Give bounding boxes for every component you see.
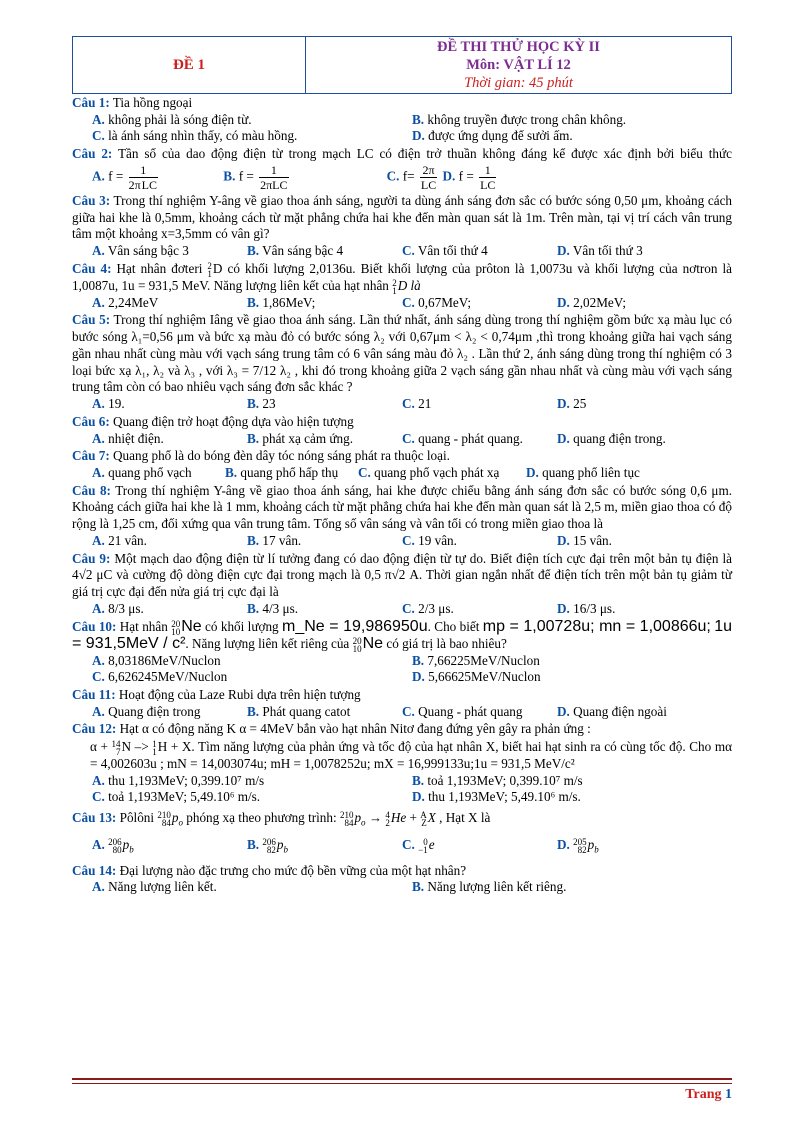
option-text: 5,66625MeV/Nuclon <box>428 669 541 685</box>
option-text: quang - phát quang. <box>418 430 523 446</box>
option-a[interactable]: A. nhiệt điện. <box>92 430 164 446</box>
option-c[interactable]: C. 2/3 μs. <box>402 601 454 617</box>
option-b[interactable]: B. f = $\frac{1}{\text{2πLC}}$ <box>223 162 288 192</box>
option-text: không phải là sóng điện từ. <box>108 111 252 127</box>
option-b[interactable]: B. 23 <box>247 396 276 412</box>
option-a[interactable]: A. 21 vân. <box>92 533 147 549</box>
question-text: D là <box>397 277 421 293</box>
question-text: D có khối lượng 2,0136u. Biết khối lượng của prôton là 1,0073u và khối lượng của nơtron là 1,0087u, 1u = 931,5 MeV. Năng lượng liên kết của hạt nhân <box>72 260 732 293</box>
option-text: quang phổ liên tục <box>542 465 640 481</box>
question-8 <box>72 483 732 533</box>
question-label: Câu 6: <box>72 413 110 429</box>
question-text: Tần số của dao động điện từ trong mạch LC có điện trở thuần không đáng kể được xác định bởi biểu thức <box>117 145 733 161</box>
question-text: Hạt nhân <box>119 618 168 634</box>
option-text: Vân sáng bậc 4 <box>262 243 344 259</box>
options-5 <box>72 396 732 413</box>
option-text: Vân tối thứ 3 <box>572 243 643 259</box>
option-a[interactable]: A. thu 1,193MeV; 0,399.10⁷ m/s <box>92 772 265 788</box>
exam-title: ĐỀ THI THỬ HỌC KỲ II <box>437 39 600 55</box>
question-3 <box>72 193 732 243</box>
options-6 <box>72 431 732 448</box>
question-text: Quang điện trở hoạt động dựa vào hiện tượng <box>113 413 354 429</box>
option-c[interactable]: C. là ánh sáng nhìn thấy, có màu hồng. <box>92 128 298 144</box>
option-text: 8/3 μs. <box>108 601 144 617</box>
option-c[interactable]: C. quang phổ vạch phát xạ <box>358 465 500 481</box>
option-text: Quang - phát quang <box>418 703 523 719</box>
given-formula: mp = 1,00728u; mn = 1,00866u; <box>482 617 711 635</box>
question-9 <box>72 551 732 601</box>
option-text: nhiệt điện. <box>108 430 164 446</box>
question-text: , Hạt X là <box>439 809 491 825</box>
question-label: Câu 9: <box>72 550 111 566</box>
option-b[interactable]: B. không truyền được trong chân không. <box>412 111 627 127</box>
option-text: 21 <box>418 396 432 412</box>
options-3 <box>72 243 732 260</box>
option-b[interactable]: B. Vân sáng bậc 4 <box>247 243 344 259</box>
options-8 <box>72 533 732 550</box>
option-text: 15 vân. <box>573 533 612 549</box>
option-text: Quang điện trong <box>108 703 201 719</box>
question-label: Câu 5: <box>72 312 111 328</box>
options-13 <box>72 837 732 858</box>
question-text: có khối lượng <box>205 618 279 634</box>
exam-info <box>306 37 732 94</box>
options-2 <box>92 163 498 192</box>
option-c[interactable]: C. toả 1,193MeV; 5,49.10⁶ m/s. <box>92 789 261 805</box>
option-text: quang phổ vạch phát xạ <box>374 465 500 481</box>
question-label: Câu 7: <box>72 448 110 464</box>
option-d[interactable]: D. được ứng dụng để sưởi ấm. <box>412 128 573 144</box>
option-text: Vân tối thứ 4 <box>417 243 488 259</box>
question-text: Trong thí nghiệm Y-âng về giao thoa ánh sáng, người ta dùng ánh sáng đơn sắc có bước sóng 0,50 μm, khoảng cách giữa hai khe là 0,5mm, khoảng cách từ mặt phẳng chứa hai khe đến màn quan sát là 1m. Trên màn, tại vị trí cách vân trung tâm một khoảng x=3,5mm có vân gì? <box>72 192 733 242</box>
options-4 <box>72 295 732 312</box>
question-text: Pôlôni <box>119 809 155 825</box>
option-c[interactable]: C. Vân tối thứ 4 <box>402 243 488 259</box>
option-b[interactable]: B. 1,86MeV; <box>247 294 316 310</box>
option-text: 8,03186MeV/Nuclon <box>108 652 221 668</box>
option-d[interactable]: D. 15 vân. <box>557 533 612 549</box>
option-c[interactable]: C. 21 <box>402 396 432 412</box>
option-text: 19. <box>108 396 125 412</box>
option-text: 6,626245MeV/Nuclon <box>108 669 228 685</box>
question-label: Câu 2: <box>72 145 113 161</box>
option-c[interactable]: C. 6,626245MeV/Nuclon <box>92 669 228 685</box>
options-12 <box>72 773 732 806</box>
option-text: toả 1,193MeV; 0,399.10⁷ m/s <box>427 772 583 788</box>
given-formula: 1u = 931,5MeV / c² <box>72 617 733 652</box>
page-number: 1 <box>725 1087 732 1102</box>
option-d[interactable]: D. quang phổ liên tục <box>526 465 640 481</box>
exam-page <box>72 36 732 896</box>
question-text: . Năng lượng liên kết riêng của <box>185 635 350 651</box>
option-b[interactable]: B. 7,66225MeV/Nuclon <box>412 652 540 668</box>
question-text: có giá trị là bao nhiêu? <box>386 635 507 651</box>
question-4: Câu 4: Hạt nhân đơteri 2 1D có khối lượng 2,0136u. Biết khối lượng của prôton là 1,0073u và khối lượng của nơtron là 1,0087u, 1u = 931,5 MeV. Năng lượng liên kết của hạt nhân 2 1D là <box>72 260 732 296</box>
exam-subject: Môn: VẬT LÍ 12 <box>466 57 571 73</box>
option-c[interactable]: C. 19 vân. <box>402 533 457 549</box>
question-13: Câu 13: Pôlôni 210 $84p_o$ phóng xạ theo phương trình: 210 $84p_o \to 4$ 2He + A ZX , Hạt X là <box>72 809 491 828</box>
option-d[interactable]: D. 2,02MeV; <box>557 294 626 310</box>
option-c[interactable]: C. 0 −1e <box>402 837 435 856</box>
exam-header <box>72 36 732 94</box>
question-2 <box>72 146 732 192</box>
question-label: Câu 14: <box>72 862 117 878</box>
option-text: Năng lượng liên kết riêng. <box>427 879 567 895</box>
option-text: được ứng dụng để sưởi ấm. <box>428 128 573 144</box>
question-label: Câu 12: <box>72 721 117 737</box>
question-text: Tìm năng lượng của phản ứng và tốc độ của hạt nhân X, biết hai hạt sinh ra có cùng tốc độ. Cho mα = 4,002603u ; mN = 14,003074u; mH = 1,0078252u; mX = 16,999133u;1u = 931,5 MeV/c² <box>90 738 732 771</box>
option-text: là ánh sáng nhìn thấy, có màu hồng. <box>108 128 298 144</box>
options-7 <box>72 465 732 482</box>
option-d[interactable]: D. Quang điện ngoài <box>557 703 667 719</box>
option-d[interactable]: D. 5,66625MeV/Nuclon <box>412 669 541 685</box>
option-a[interactable]: A. Vân sáng bậc 3 <box>92 243 189 259</box>
question-14 <box>72 863 732 880</box>
option-d[interactable]: D. quang điện trong. <box>557 430 666 446</box>
option-a[interactable]: A. 19. <box>92 396 125 412</box>
option-b[interactable]: B. phát xạ cảm ứng. <box>247 430 354 446</box>
option-d[interactable]: D. 16/3 μs. <box>557 601 616 617</box>
option-text: 1,86MeV; <box>262 294 316 310</box>
question-text: Hạt nhân đơteri <box>116 260 203 276</box>
question-text: Một mạch dao động điện từ lí tưởng đang có dao động điện từ tự do. Biết điện tích cực đại trên một bản tụ điện là 4√2 μC và cường độ dòng điện cực đại trong mạch là 0,5 π√2 A. Thời gian ngắn nhất để điện tích trên một bản tụ giảm từ giá trị cực đại đến nửa giá trị cực đại là <box>72 550 732 600</box>
option-text: Phát quang catot <box>262 703 351 719</box>
question-text: phóng xạ theo phương trình: <box>186 809 337 825</box>
question-label: Câu 11: <box>72 686 116 702</box>
option-text: 2/3 μs. <box>418 601 454 617</box>
options-10 <box>72 653 732 686</box>
option-b[interactable]: B. 4/3 μs. <box>247 601 299 617</box>
question-label: Câu 4: <box>72 260 112 276</box>
option-a[interactable]: A. quang phổ vạch <box>92 465 192 481</box>
option-d[interactable]: D. 205 $82p_b$ <box>557 837 599 856</box>
question-label: Câu 8: <box>72 482 111 498</box>
option-b[interactable]: B. toả 1,193MeV; 0,399.10⁷ m/s <box>412 772 583 788</box>
option-d[interactable]: D. f = $\frac{1}{LC}$ <box>442 162 496 192</box>
option-d[interactable]: D. thu 1,193MeV; 5,49.10⁶ m/s. <box>412 789 581 805</box>
option-b[interactable]: B. quang phổ hấp thụ <box>225 465 339 481</box>
option-text: thu 1,193MeV; 5,49.10⁶ m/s. <box>428 789 581 805</box>
question-7 <box>72 448 732 465</box>
option-b[interactable]: B. 206 $82p_b$ <box>247 837 288 856</box>
option-text: 7,66225MeV/Nuclon <box>427 652 540 668</box>
question-text: Đại lượng nào đặc trưng cho mức độ bền vững của một hạt nhân? <box>119 862 467 878</box>
option-text: Quang điện ngoài <box>573 703 667 719</box>
option-b[interactable]: B. Năng lượng liên kết riêng. <box>412 879 567 895</box>
option-text: quang phổ hấp thụ <box>240 465 339 481</box>
option-a[interactable]: A. 2,24MeV <box>92 294 159 310</box>
option-a[interactable]: A. Quang điện trong <box>92 703 201 719</box>
option-text: quang điện trong. <box>573 430 666 446</box>
question-1 <box>72 95 732 112</box>
option-d[interactable]: D. Vân tối thứ 3 <box>557 243 643 259</box>
exam-code: ĐỀ 1 <box>73 37 306 94</box>
option-text: quang phổ vạch <box>108 465 192 481</box>
option-text: toả 1,193MeV; 5,49.10⁶ m/s. <box>108 789 261 805</box>
option-text: Năng lượng liên kết. <box>108 879 217 895</box>
option-a[interactable]: A. 8,03186MeV/Nuclon <box>92 652 221 668</box>
question-text: Trong thí nghiệm Iâng về giao thoa ánh sáng. Lần thứ nhất, ánh sáng dùng trong thí nghiệm gồm bức xạ màu lục có bước sóng λ₁=0,56 μm và bức xạ màu đỏ có bước sóng λ₂ với 0,67μm < λ₂ < 0,74μm ,thì trong khoảng giữa hai vạch sáng gần nhau nhất cùng màu với vạch sáng trung tâm có 6 vân sáng màu đỏ λ₂ . Lần thứ 2, ánh sáng dùng trong thí nghiệm có 3 loại bức xạ λ₁, λ₂ và λ₃ , với λ₃ = 7/12 λ₂ , khi đó trong khoảng giữa 2 vạch sáng gần nhau nhất và cùng màu với vạch sáng trung tâm còn có bao nhiêu vạch sáng đơn sắc khác ? <box>72 312 733 395</box>
question-label: Câu 13: <box>72 809 117 825</box>
option-a[interactable]: A. 8/3 μs. <box>92 601 144 617</box>
option-text: 17 vân. <box>262 533 302 549</box>
option-text: 19 vân. <box>418 533 457 549</box>
question-text: Hoạt động của Laze Rubi dựa trên hiện tượng <box>118 686 361 702</box>
question-text: Quang phổ là do bóng đèn dây tóc nóng sáng phát ra thuộc loại. <box>113 448 450 464</box>
question-label: Câu 1: <box>72 95 110 110</box>
question-12-reaction: α + 14 7N –> 1 1H + X. Tìm năng lượng của phản ứng và tốc độ của hạt nhân X, biết hai hạt sinh ra có cùng tốc độ. Cho mα = 4,002603u ; mN = 14,003074u; mH = 1,0078252u; mX = 16,999133u;1u = 931,5 MeV/c² <box>90 738 732 771</box>
option-a[interactable]: A. f = $\frac{1}{\text{2πLC}}$ <box>92 162 157 192</box>
page-footer <box>685 1087 732 1103</box>
option-b[interactable]: B. Phát quang catot <box>247 703 351 719</box>
question-6 <box>72 414 732 431</box>
mass-formula: m_Ne = 19,986950u <box>282 617 428 635</box>
question-10: Câu 10: Hạt nhân 20 10Ne có khối lượng m_Ne = 19,986950u. Cho biết mp = 1,00728u; mn = 1,00866u; 1u = 931,5MeV / c². Năng lượng liên kết riêng của 20 10Ne có giá trị là bao nhiêu? <box>72 617 733 654</box>
options-1 <box>72 112 732 145</box>
option-a[interactable]: A. Năng lượng liên kết. <box>92 879 217 895</box>
question-text: Trong thí nghiệm Y-âng về giao thoa ánh sáng, hai khe được chiếu bằng ánh sáng đơn sắc có bước sóng 0,6 μm. Khoảng cách giữa hai khe là 1 mm, khoảng cách từ mặt phẳng chứa hai khe đến màn quan sát là 2,5 m, miền giao thoa có độ rộng là 1,25 cm, đối xứng qua vân trung tâm. Tổng số vân sáng và vân tối có trong miền giao thoa là <box>72 482 733 532</box>
option-text: thu 1,193MeV; 0,399.10⁷ m/s <box>108 772 265 788</box>
option-text: 23 <box>262 396 276 412</box>
question-text: Tia hồng ngoại <box>112 95 193 110</box>
option-c[interactable]: C. Quang - phát quang <box>402 703 523 719</box>
options-11 <box>72 704 732 721</box>
option-text: 21 vân. <box>108 533 147 549</box>
question-5 <box>72 312 732 396</box>
option-c[interactable]: C. 0,67MeV; <box>402 294 471 310</box>
question-label: Câu 3: <box>72 192 111 208</box>
option-text: không truyền được trong chân không. <box>427 111 627 127</box>
option-text: 0,67MeV; <box>418 294 471 310</box>
option-text: Vân sáng bậc 3 <box>107 243 189 259</box>
options-9 <box>72 601 732 618</box>
option-a[interactable]: A. không phải là sóng điện từ. <box>92 111 252 127</box>
option-text: 16/3 μs. <box>573 601 616 617</box>
option-text: 2,02MeV; <box>573 294 626 310</box>
question-text: . Cho biết <box>427 618 480 634</box>
options-14 <box>72 879 732 896</box>
option-a[interactable]: A. 206 $80p_b$ <box>92 837 134 856</box>
option-text: 2,24MeV <box>108 294 159 310</box>
option-text: 4/3 μs. <box>262 601 299 617</box>
option-c[interactable]: C. f= $\frac{2\pi}{LC}$ <box>386 162 437 192</box>
option-b[interactable]: B. 17 vân. <box>247 533 302 549</box>
footer-label: Trang <box>685 1087 722 1102</box>
option-d[interactable]: D. 25 <box>557 396 587 412</box>
option-c[interactable]: C. quang - phát quang. <box>402 430 523 446</box>
question-11 <box>72 687 732 704</box>
question-12 <box>72 721 732 738</box>
option-text: phát xạ cảm ứng. <box>262 430 354 446</box>
question-text: Hạt α có động năng K α = 4MeV bắn vào hạt nhân Nitơ đang đứng yên gây ra phản ứng : <box>119 721 591 737</box>
exam-time: Thời gian: 45 phút <box>464 75 573 91</box>
question-label: Câu 10: <box>72 618 117 634</box>
footer-divider <box>72 1078 732 1084</box>
option-text: 25 <box>573 396 587 412</box>
